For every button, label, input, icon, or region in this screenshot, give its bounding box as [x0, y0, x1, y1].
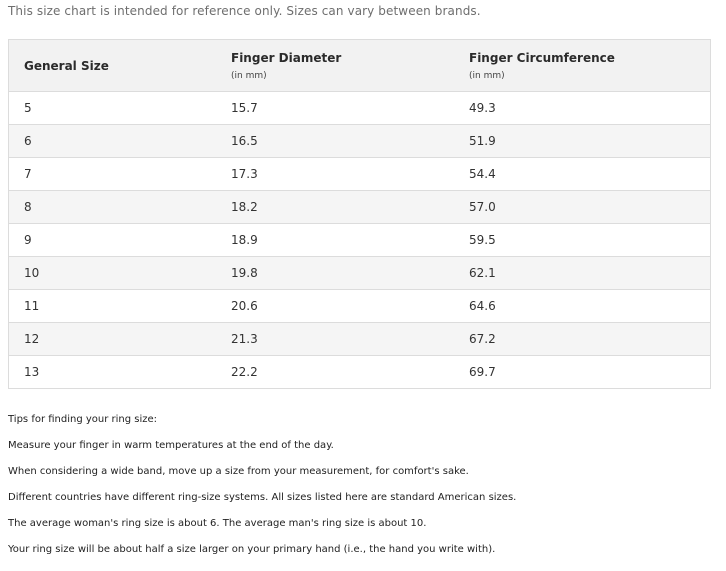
cell-finger-diameter: 17.3 [216, 158, 454, 191]
cell-general-size: 8 [9, 191, 217, 224]
table-row [9, 191, 711, 224]
cell-finger-diameter: 15.7 [216, 92, 454, 125]
cell-general-size: 9 [9, 224, 217, 257]
cell-finger-diameter: 19.8 [216, 257, 454, 290]
cell-finger-diameter: 20.6 [216, 290, 454, 323]
cell-finger-diameter: 18.2 [216, 191, 454, 224]
cell-finger-circumference: 62.1 [454, 257, 711, 290]
cell-finger-circumference: 57.0 [454, 191, 711, 224]
header-unit: (in mm) [231, 70, 267, 81]
header-finger-circumference [454, 40, 711, 92]
cell-finger-diameter: 18.9 [216, 224, 454, 257]
cell-general-size: 11 [9, 290, 217, 323]
tip-item: The average woman's ring size is about 6. The average man's ring size is about 10. [8, 518, 427, 529]
ring-size-table [8, 39, 711, 389]
tip-item: Your ring size will be about half a size larger on your primary hand (i.e., the hand you write with). [8, 544, 496, 555]
tips-heading: Tips for finding your ring size: [8, 414, 158, 425]
cell-finger-circumference: 59.5 [454, 224, 711, 257]
table-row [9, 257, 711, 290]
cell-finger-circumference: 49.3 [454, 92, 711, 125]
cell-general-size: 12 [9, 323, 217, 356]
cell-finger-circumference: 51.9 [454, 125, 711, 158]
table-row [9, 125, 711, 158]
cell-general-size: 13 [9, 356, 217, 389]
header-label: General Size [24, 58, 109, 73]
cell-finger-diameter: 21.3 [216, 323, 454, 356]
table-row [9, 290, 711, 323]
cell-general-size: 7 [9, 158, 217, 191]
cell-finger-diameter: 22.2 [216, 356, 454, 389]
table-row [9, 356, 711, 389]
cell-general-size: 6 [9, 125, 217, 158]
table-row [9, 323, 711, 356]
tip-item: Different countries have different ring-size systems. All sizes listed here are standard American sizes. [8, 492, 517, 503]
header-unit: (in mm) [469, 70, 505, 81]
ring-size-tips [8, 412, 516, 568]
table-row [9, 158, 711, 191]
cell-finger-diameter: 16.5 [216, 125, 454, 158]
cell-finger-circumference: 69.7 [454, 356, 711, 389]
header-finger-diameter [216, 40, 454, 92]
cell-finger-circumference: 67.2 [454, 323, 711, 356]
table-row [9, 92, 711, 125]
tip-item: When considering a wide band, move up a size from your measurement, for comfort's sake. [8, 466, 469, 477]
tip-item: Measure your finger in warm temperatures at the end of the day. [8, 440, 334, 451]
cell-general-size: 5 [9, 92, 217, 125]
cell-finger-circumference: 64.6 [454, 290, 711, 323]
table-header-row [9, 40, 711, 92]
size-chart-disclaimer: This size chart is intended for reference only. Sizes can vary between brands. [8, 4, 481, 18]
header-general-size [9, 40, 217, 92]
table-row [9, 224, 711, 257]
cell-general-size: 10 [9, 257, 217, 290]
header-label: Finger Circumference [469, 50, 615, 65]
cell-finger-circumference: 54.4 [454, 158, 711, 191]
header-label: Finger Diameter [231, 50, 342, 65]
